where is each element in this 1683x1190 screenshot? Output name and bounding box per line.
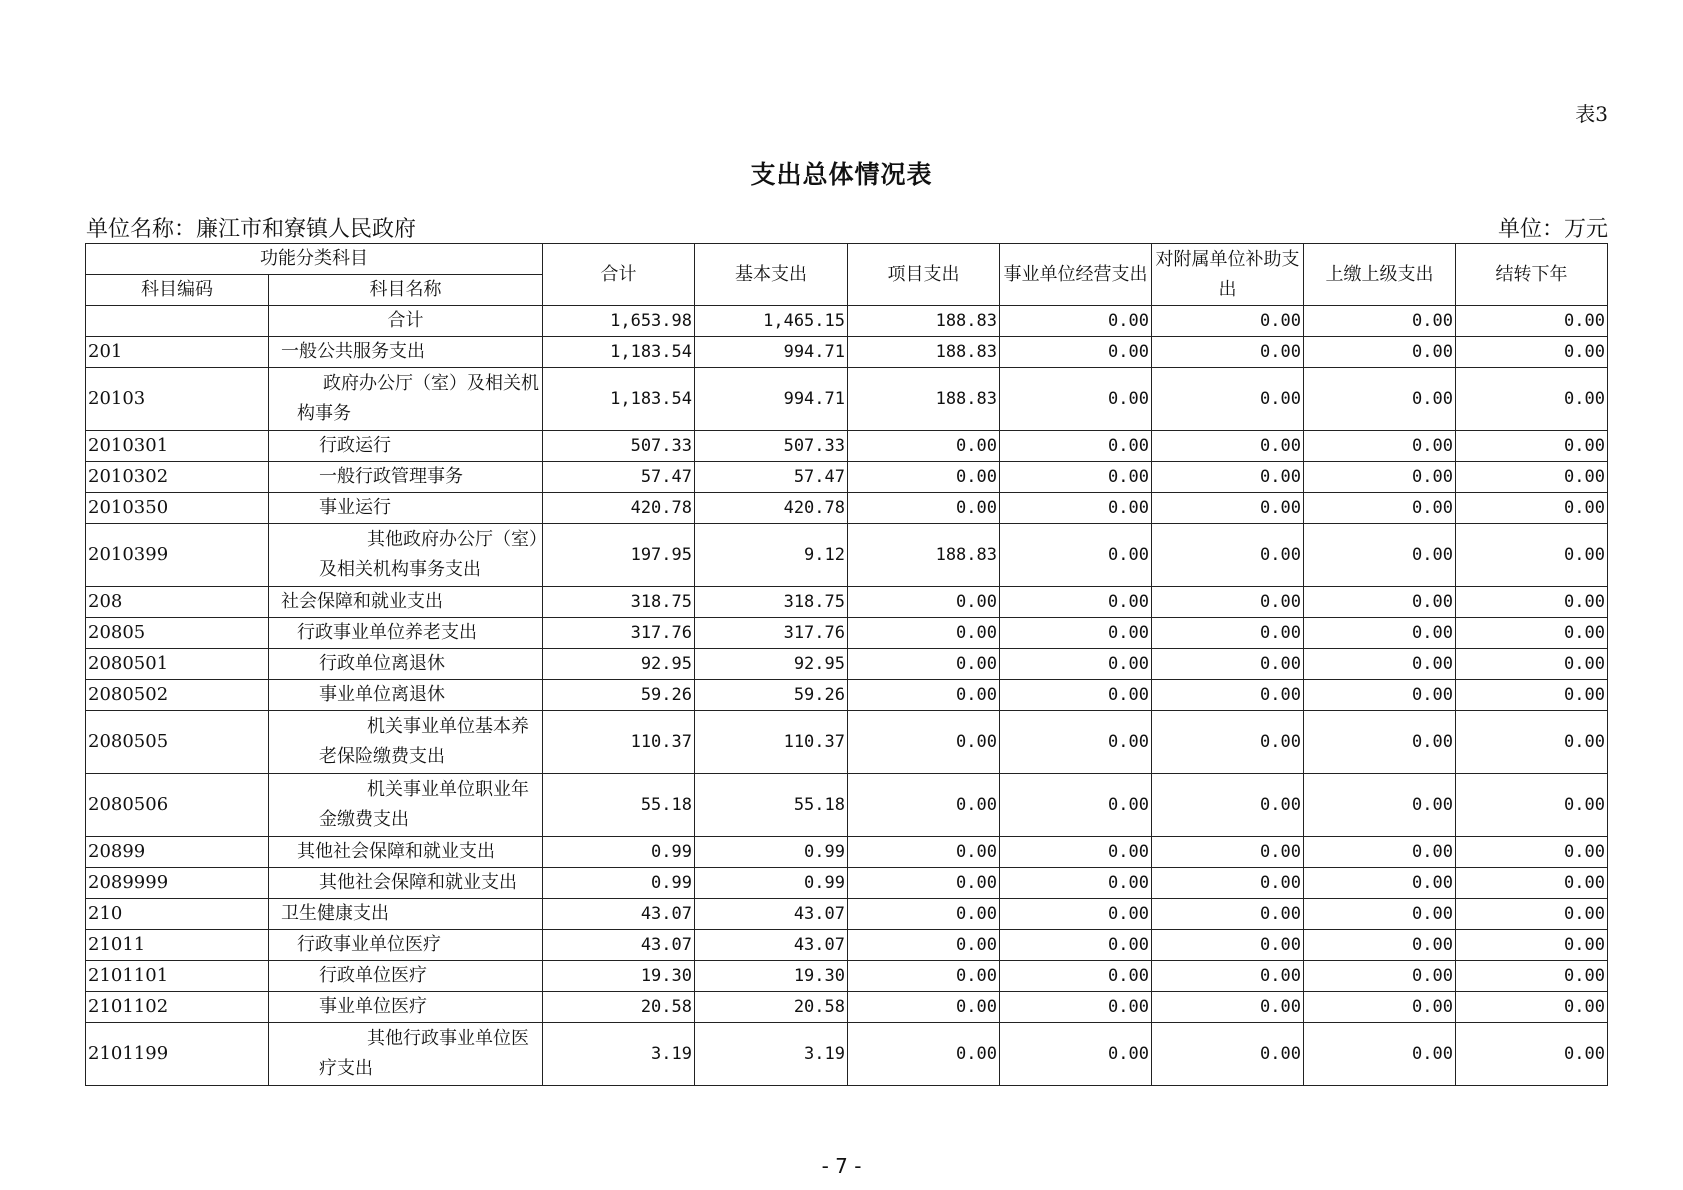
cell-value: 0.00 — [1304, 680, 1456, 711]
cell-value: 0.00 — [1304, 618, 1456, 649]
cell-value: 0.00 — [848, 1023, 1000, 1086]
cell-value: 0.00 — [1304, 462, 1456, 493]
cell-code: 2010350 — [86, 493, 269, 524]
table-row — [86, 774, 1608, 837]
cell-value: 0.00 — [1152, 930, 1304, 961]
cell-value: 0.99 — [695, 837, 848, 868]
cell-value: 20.58 — [543, 992, 695, 1023]
cell-value: 0.00 — [1304, 587, 1456, 618]
header-carry: 结转下年 — [1456, 244, 1608, 306]
cell-name: 机关事业单位基本养老保险缴费支出 — [269, 711, 543, 774]
cell-value: 0.00 — [848, 961, 1000, 992]
cell-value: 420.78 — [695, 493, 848, 524]
cell-name: 行政单位医疗 — [269, 961, 543, 992]
cell-code: 2080506 — [86, 774, 269, 837]
cell-name: 社会保障和就业支出 — [269, 587, 543, 618]
cell-value: 43.07 — [543, 930, 695, 961]
cell-value: 0.00 — [848, 462, 1000, 493]
cell-name: 其他政府办公厅（室）及相关机构事务支出 — [269, 524, 543, 587]
cell-value: 0.00 — [1152, 992, 1304, 1023]
cell-code: 2010399 — [86, 524, 269, 587]
cell-value: 0.00 — [1152, 306, 1304, 337]
table-row — [86, 711, 1608, 774]
cell-value: 317.76 — [695, 618, 848, 649]
cell-value: 0.00 — [1152, 462, 1304, 493]
table-row — [86, 1023, 1608, 1086]
page-number: - 7 - — [821, 1154, 862, 1178]
cell-value: 318.75 — [695, 587, 848, 618]
cell-code: 2010301 — [86, 431, 269, 462]
cell-code: 2010302 — [86, 462, 269, 493]
cell-value: 188.83 — [848, 524, 1000, 587]
cell-value: 0.00 — [1304, 930, 1456, 961]
cell-code: 20805 — [86, 618, 269, 649]
cell-value: 0.00 — [1456, 618, 1608, 649]
table-row — [86, 961, 1608, 992]
table-body — [86, 306, 1608, 1086]
cell-value: 0.00 — [848, 837, 1000, 868]
cell-name: 其他社会保障和就业支出 — [269, 868, 543, 899]
cell-value: 0.00 — [1000, 899, 1152, 930]
header-business: 事业单位经营支出 — [1000, 244, 1152, 306]
cell-value: 0.00 — [1000, 618, 1152, 649]
cell-name: 政府办公厅（室）及相关机构事务 — [269, 368, 543, 431]
header-subsidy: 对附属单位补助支出 — [1152, 244, 1304, 306]
table-row — [86, 868, 1608, 899]
cell-value: 0.00 — [1456, 306, 1608, 337]
cell-name: 合计 — [269, 306, 543, 337]
table-number: 表3 — [1575, 102, 1608, 126]
cell-value: 0.00 — [1456, 493, 1608, 524]
table-row — [86, 462, 1608, 493]
cell-value: 0.00 — [1000, 680, 1152, 711]
cell-value: 0.00 — [1000, 1023, 1152, 1086]
cell-code: 208 — [86, 587, 269, 618]
cell-value: 0.00 — [848, 680, 1000, 711]
cell-code: 2089999 — [86, 868, 269, 899]
cell-value: 420.78 — [543, 493, 695, 524]
cell-code: 20103 — [86, 368, 269, 431]
table-row — [86, 899, 1608, 930]
table-row — [86, 618, 1608, 649]
cell-value: 197.95 — [543, 524, 695, 587]
cell-value: 317.76 — [543, 618, 695, 649]
cell-value: 0.00 — [1456, 587, 1608, 618]
cell-value: 59.26 — [695, 680, 848, 711]
table-row — [86, 493, 1608, 524]
cell-value: 0.00 — [1152, 774, 1304, 837]
cell-value: 57.47 — [695, 462, 848, 493]
cell-value: 0.00 — [1000, 837, 1152, 868]
cell-value: 0.00 — [1304, 431, 1456, 462]
cell-code: 2101102 — [86, 992, 269, 1023]
cell-value: 0.00 — [1000, 462, 1152, 493]
cell-name: 卫生健康支出 — [269, 899, 543, 930]
cell-name: 行政事业单位医疗 — [269, 930, 543, 961]
cell-code: 2080505 — [86, 711, 269, 774]
cell-value: 19.30 — [543, 961, 695, 992]
cell-value: 0.00 — [1456, 462, 1608, 493]
unit-label: 单位：万元 — [1497, 217, 1608, 242]
table-row — [86, 337, 1608, 368]
cell-value: 0.00 — [1152, 711, 1304, 774]
cell-value: 507.33 — [695, 431, 848, 462]
cell-value: 55.18 — [695, 774, 848, 837]
cell-value: 0.00 — [1152, 899, 1304, 930]
cell-value: 0.00 — [1304, 649, 1456, 680]
cell-value: 0.99 — [543, 837, 695, 868]
header-group: 功能分类科目 — [86, 244, 543, 275]
cell-name: 事业运行 — [269, 493, 543, 524]
cell-value: 0.00 — [848, 711, 1000, 774]
table-row — [86, 524, 1608, 587]
table-row — [86, 992, 1608, 1023]
cell-name: 其他行政事业单位医疗支出 — [269, 1023, 543, 1086]
cell-value: 0.00 — [848, 431, 1000, 462]
cell-value: 0.00 — [1304, 1023, 1456, 1086]
cell-name: 机关事业单位职业年金缴费支出 — [269, 774, 543, 837]
cell-value: 0.00 — [1456, 524, 1608, 587]
cell-value: 507.33 — [543, 431, 695, 462]
cell-name: 一般公共服务支出 — [269, 337, 543, 368]
cell-value: 0.00 — [1000, 493, 1152, 524]
table-row — [86, 368, 1608, 431]
cell-value: 0.00 — [848, 868, 1000, 899]
header-upper: 上缴上级支出 — [1304, 244, 1456, 306]
cell-value: 0.00 — [1152, 1023, 1304, 1086]
cell-value: 0.00 — [1152, 680, 1304, 711]
cell-value: 1,183.54 — [543, 368, 695, 431]
cell-value: 0.00 — [1456, 961, 1608, 992]
cell-value: 59.26 — [543, 680, 695, 711]
cell-code: 2101101 — [86, 961, 269, 992]
cell-value: 994.71 — [695, 337, 848, 368]
cell-name: 行政运行 — [269, 431, 543, 462]
cell-value: 57.47 — [543, 462, 695, 493]
cell-value: 0.00 — [1304, 337, 1456, 368]
cell-value: 0.00 — [1000, 868, 1152, 899]
cell-value: 1,465.15 — [695, 306, 848, 337]
cell-value: 92.95 — [695, 649, 848, 680]
cell-value: 0.00 — [1456, 868, 1608, 899]
cell-code: 2101199 — [86, 1023, 269, 1086]
cell-value: 0.00 — [848, 899, 1000, 930]
cell-value: 0.00 — [1000, 306, 1152, 337]
cell-value: 0.00 — [848, 493, 1000, 524]
cell-value: 0.00 — [1456, 930, 1608, 961]
cell-name: 一般行政管理事务 — [269, 462, 543, 493]
cell-value: 188.83 — [848, 306, 1000, 337]
cell-value: 0.00 — [1152, 337, 1304, 368]
cell-value: 0.00 — [1456, 1023, 1608, 1086]
cell-value: 3.19 — [695, 1023, 848, 1086]
table-row — [86, 306, 1608, 337]
cell-code: 2080501 — [86, 649, 269, 680]
cell-value: 0.00 — [1152, 868, 1304, 899]
cell-value: 0.00 — [1000, 774, 1152, 837]
cell-value: 0.00 — [1000, 524, 1152, 587]
cell-value: 0.00 — [848, 930, 1000, 961]
cell-value: 0.00 — [1152, 837, 1304, 868]
header-code: 科目编码 — [86, 275, 269, 306]
table-row — [86, 837, 1608, 868]
cell-code — [86, 306, 269, 337]
table-row — [86, 930, 1608, 961]
cell-code: 210 — [86, 899, 269, 930]
cell-value: 0.00 — [1456, 837, 1608, 868]
cell-value: 0.00 — [1152, 524, 1304, 587]
cell-name: 行政单位离退休 — [269, 649, 543, 680]
cell-value: 0.00 — [1000, 711, 1152, 774]
cell-value: 0.00 — [1152, 618, 1304, 649]
cell-value: 55.18 — [543, 774, 695, 837]
cell-value: 0.00 — [848, 587, 1000, 618]
cell-name: 其他社会保障和就业支出 — [269, 837, 543, 868]
cell-value: 0.00 — [1304, 899, 1456, 930]
cell-value: 0.00 — [1456, 431, 1608, 462]
cell-value: 0.00 — [1152, 493, 1304, 524]
cell-value: 0.00 — [1456, 337, 1608, 368]
cell-name: 行政事业单位养老支出 — [269, 618, 543, 649]
cell-value: 0.00 — [1456, 680, 1608, 711]
cell-value: 0.00 — [1152, 431, 1304, 462]
cell-value: 9.12 — [695, 524, 848, 587]
cell-value: 0.00 — [848, 618, 1000, 649]
cell-value: 994.71 — [695, 368, 848, 431]
cell-code: 2080502 — [86, 680, 269, 711]
cell-value: 0.00 — [848, 774, 1000, 837]
cell-code: 201 — [86, 337, 269, 368]
cell-value: 0.00 — [1304, 368, 1456, 431]
cell-value: 92.95 — [543, 649, 695, 680]
cell-value: 0.00 — [1304, 774, 1456, 837]
cell-value: 0.00 — [1456, 649, 1608, 680]
cell-value: 0.00 — [848, 992, 1000, 1023]
cell-value: 188.83 — [848, 368, 1000, 431]
cell-value: 19.30 — [695, 961, 848, 992]
cell-code: 20899 — [86, 837, 269, 868]
cell-value: 0.00 — [1456, 992, 1608, 1023]
cell-value: 0.99 — [543, 868, 695, 899]
cell-value: 43.07 — [543, 899, 695, 930]
cell-value: 0.00 — [1456, 899, 1608, 930]
cell-value: 0.00 — [1152, 368, 1304, 431]
cell-name: 事业单位医疗 — [269, 992, 543, 1023]
cell-value: 0.00 — [1000, 431, 1152, 462]
cell-value: 0.00 — [1304, 992, 1456, 1023]
header-basic: 基本支出 — [695, 244, 848, 306]
cell-code: 21011 — [86, 930, 269, 961]
cell-value: 0.00 — [1304, 524, 1456, 587]
cell-value: 1,653.98 — [543, 306, 695, 337]
header-total: 合计 — [543, 244, 695, 306]
cell-value: 0.00 — [1456, 368, 1608, 431]
page-title: 支出总体情况表 — [750, 160, 933, 189]
cell-value: 0.00 — [1000, 649, 1152, 680]
cell-value: 0.00 — [1000, 930, 1152, 961]
header-name: 科目名称 — [269, 275, 543, 306]
cell-value: 110.37 — [695, 711, 848, 774]
table-row — [86, 431, 1608, 462]
cell-value: 0.00 — [1304, 837, 1456, 868]
cell-value: 0.00 — [1152, 649, 1304, 680]
cell-value: 0.00 — [1000, 992, 1152, 1023]
cell-value: 0.00 — [848, 649, 1000, 680]
header-project: 项目支出 — [848, 244, 1000, 306]
cell-value: 0.00 — [1456, 774, 1608, 837]
table-row — [86, 587, 1608, 618]
cell-value: 43.07 — [695, 930, 848, 961]
cell-value: 0.00 — [1152, 587, 1304, 618]
cell-value: 3.19 — [543, 1023, 695, 1086]
cell-value: 0.00 — [1456, 711, 1608, 774]
cell-value: 0.00 — [1304, 961, 1456, 992]
cell-value: 0.00 — [1000, 587, 1152, 618]
cell-value: 0.00 — [1000, 368, 1152, 431]
cell-value: 0.00 — [1000, 337, 1152, 368]
cell-value: 1,183.54 — [543, 337, 695, 368]
cell-value: 20.58 — [695, 992, 848, 1023]
cell-value: 0.00 — [1304, 868, 1456, 899]
cell-value: 188.83 — [848, 337, 1000, 368]
cell-value: 0.00 — [1304, 711, 1456, 774]
cell-value: 0.00 — [1152, 961, 1304, 992]
cell-value: 318.75 — [543, 587, 695, 618]
cell-value: 0.00 — [1000, 961, 1152, 992]
cell-value: 0.00 — [1304, 493, 1456, 524]
cell-value: 0.99 — [695, 868, 848, 899]
cell-name: 事业单位离退休 — [269, 680, 543, 711]
expenditure-table — [85, 243, 1608, 1086]
cell-value: 110.37 — [543, 711, 695, 774]
cell-value: 43.07 — [695, 899, 848, 930]
table-row — [86, 680, 1608, 711]
unit-name: 单位名称：廉江市和寮镇人民政府 — [86, 217, 417, 242]
cell-value: 0.00 — [1304, 306, 1456, 337]
table-row — [86, 649, 1608, 680]
